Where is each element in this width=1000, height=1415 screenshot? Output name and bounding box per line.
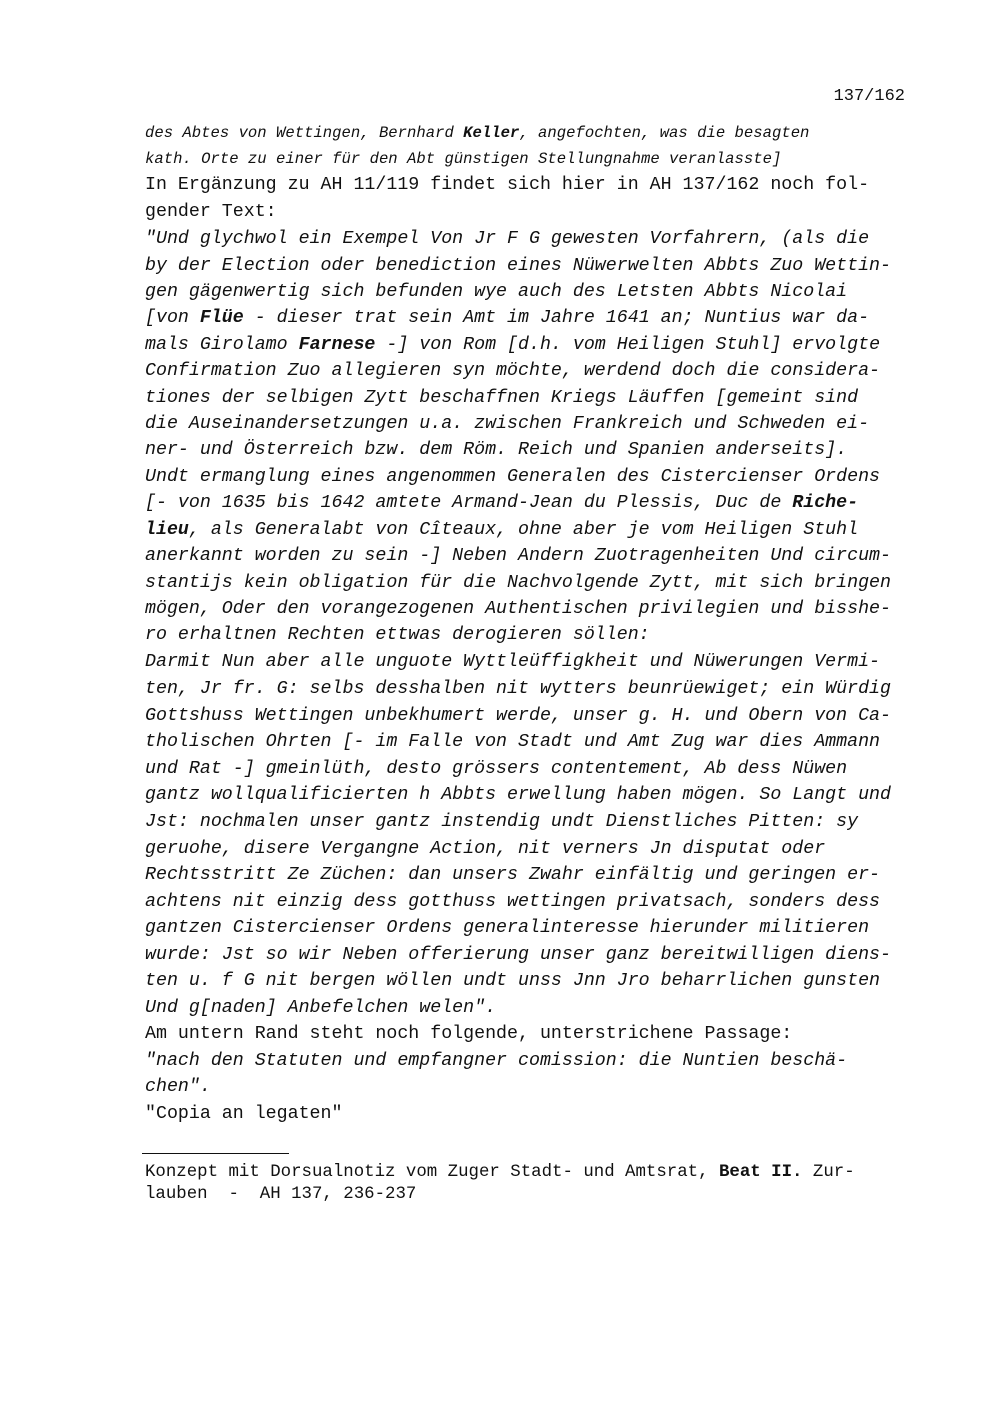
text-line (145, 998, 496, 1018)
footnote-separator (142, 1153, 289, 1154)
text-line (145, 732, 880, 752)
text-span: ro erhaltnen Rechten ettwas derogieren söllen: (145, 625, 650, 645)
text-span: gen gägenwertig sich befunden wye auch des Letsten Abbts Nicolai (145, 282, 848, 302)
text-line (145, 282, 847, 302)
text-span: ten, Jr fr. G: selbs desshalben nit wytters beunrüewiget; ein Würdig (145, 679, 891, 699)
text-span: die Auseinandersetzungen u.a. zwischen Frankreich und Schweden ei- (145, 414, 870, 434)
footnote-line (145, 1185, 416, 1204)
text-line (145, 599, 891, 619)
text-span: - dieser trat sein Amt im Jahre 1641 an; Nuntius war da- (243, 308, 870, 328)
text-line (145, 546, 891, 566)
text-line (145, 839, 825, 859)
text-span: gantzen Cistercienser Ordens generalinteresse hierunder militieren (145, 918, 870, 938)
text-span: Rechtsstritt Ze Züchen: dan unsers Zwahr einfältig und geringen er- (145, 865, 881, 885)
text-line (145, 918, 869, 938)
text-line (145, 202, 277, 222)
text-line (145, 229, 869, 249)
text-line (145, 1077, 211, 1097)
text-line (145, 335, 880, 355)
page-number: 137/162 (833, 87, 905, 106)
text-span: gantz wollqualificierten h Abbts erwellung haben mögen. So Langt und (145, 785, 891, 805)
text-line (145, 892, 880, 912)
text-span: Undt ermanglung eines angenommen Generalen des Cistercienser Ordens (145, 467, 881, 487)
text-span: by der Election oder benediction eines Nüwerwelten Abbts Zuo Wettin- (145, 256, 891, 276)
text-span: In Ergänzung zu AH 11/119 findet sich hier in AH 137/162 noch fol- (145, 175, 870, 195)
text-line (145, 467, 880, 487)
text-line (145, 308, 869, 328)
text-span: gender Text: (145, 202, 277, 222)
text-span: ner- und Österreich bzw. dem Röm. Reich und Spanien anderseits]. (145, 440, 848, 460)
text-line (145, 652, 880, 672)
text-span: Confirmation Zuo allegieren syn möchte, werdend doch die considera- (145, 361, 881, 381)
text-span: Und g[naden] Anbefelchen welen". (145, 998, 497, 1018)
text-span: Darmit Nun aber alle unguote Wyttleüffigkheit und Nüwerungen Vermi- (145, 652, 881, 672)
text-span: "Copia an legaten" (145, 1104, 343, 1124)
footnote-line (145, 1163, 855, 1182)
text-span: lauben - AH 137, 236-237 (145, 1185, 417, 1204)
text-line (145, 679, 891, 699)
bold-name: lieu (145, 520, 189, 540)
text-span: geruohe, disere Vergangne Action, nit verners Jn disputat oder (145, 839, 826, 859)
text-line (145, 945, 891, 965)
text-span: Gottshuss Wettingen unbekhumert werde, unser g. H. und Obern von Ca- (145, 706, 891, 726)
text-line (145, 706, 891, 726)
text-line (145, 175, 869, 195)
text-line (145, 493, 858, 513)
bold-name: Riche- (792, 493, 859, 513)
text-span: "Und glychwol ein Exempel Von Jr F G gewesten Vorfahrern, (als die (145, 229, 870, 249)
text-line (145, 520, 858, 540)
text-span: mögen, Oder den vorangezogenen Authentischen privilegien und bisshe- (145, 599, 891, 619)
text-line (145, 1024, 792, 1044)
text-span: ten u. f G nit bergen wöllen undt unss Jnn Jro beharrlichen gunsten (145, 971, 881, 991)
bold-name: Beat II. (719, 1163, 803, 1182)
text-span: mals Girolamo (145, 335, 299, 355)
text-span: und Rat -] gmeinlüth, desto grössers contentement, Ab dess Nüwen (145, 759, 848, 779)
text-line (145, 625, 650, 645)
text-span: wurde: Jst so wir Neben offerierung unser ganz bereitwilligen diens- (145, 945, 891, 965)
text-span: chen". (145, 1077, 211, 1097)
bold-name: Farnese (298, 335, 376, 355)
text-span: stantijs kein obligation für die Nachvolgende Zytt, mit sich bringen (145, 573, 891, 593)
text-line (145, 865, 880, 885)
text-span: des Abtes von Wettingen, Bernhard (145, 124, 464, 142)
bold-name: Keller (463, 124, 520, 142)
text-line (145, 440, 847, 460)
text-line (145, 971, 880, 991)
text-span: Jst: nochmalen unser gantz instendig undt Dienstliches Pitten: sy (145, 812, 859, 832)
text-line (145, 759, 847, 779)
text-line (145, 1051, 847, 1071)
text-span: tiones der selbigen Zytt beschaffnen Kriegs Läuffen [gemeint sind (145, 388, 859, 408)
text-line (145, 414, 869, 434)
text-line (145, 361, 880, 381)
text-span: Zur- (802, 1163, 855, 1182)
text-line (145, 150, 781, 168)
bold-name: Flüe (199, 308, 244, 328)
text-span: Am untern Rand steht noch folgende, unterstrichene Passage: (145, 1024, 793, 1044)
text-line (145, 812, 858, 832)
text-line (145, 573, 891, 593)
text-line (145, 1104, 342, 1124)
text-span: anerkannt worden zu sein -] Neben Andern Zuotragenheiten Und circum- (145, 546, 891, 566)
text-span: [von (145, 308, 200, 328)
text-span: , als Generalabt von Cîteaux, ohne aber je vom Heiligen Stuhl (188, 520, 859, 540)
text-span: , angefochten, was die besagten (519, 124, 810, 142)
text-span: [- von 1635 bis 1642 amtete Armand-Jean du Plessis, Duc de (145, 493, 793, 513)
text-span: achtens nit einzig dess gotthuss wettingen privatsach, sonders dess (145, 892, 881, 912)
text-span: "nach den Statuten und empfangner comission: die Nuntien beschä- (145, 1051, 848, 1071)
text-span: Konzept mit Dorsualnotiz vom Zuger Stadt- und Amtsrat, (145, 1163, 719, 1182)
text-span: -] von Rom [d.h. vom Heiligen Stuhl] ervolgte (375, 335, 881, 355)
text-line (145, 785, 891, 805)
text-line (145, 124, 809, 142)
text-line (145, 388, 858, 408)
text-line (145, 256, 891, 276)
text-span: kath. Orte zu einer für den Abt günstigen Stellungnahme veranlasste] (145, 150, 782, 168)
text-span: tholischen Ohrten [- im Falle von Stadt und Amt Zug war dies Ammann (145, 732, 881, 752)
